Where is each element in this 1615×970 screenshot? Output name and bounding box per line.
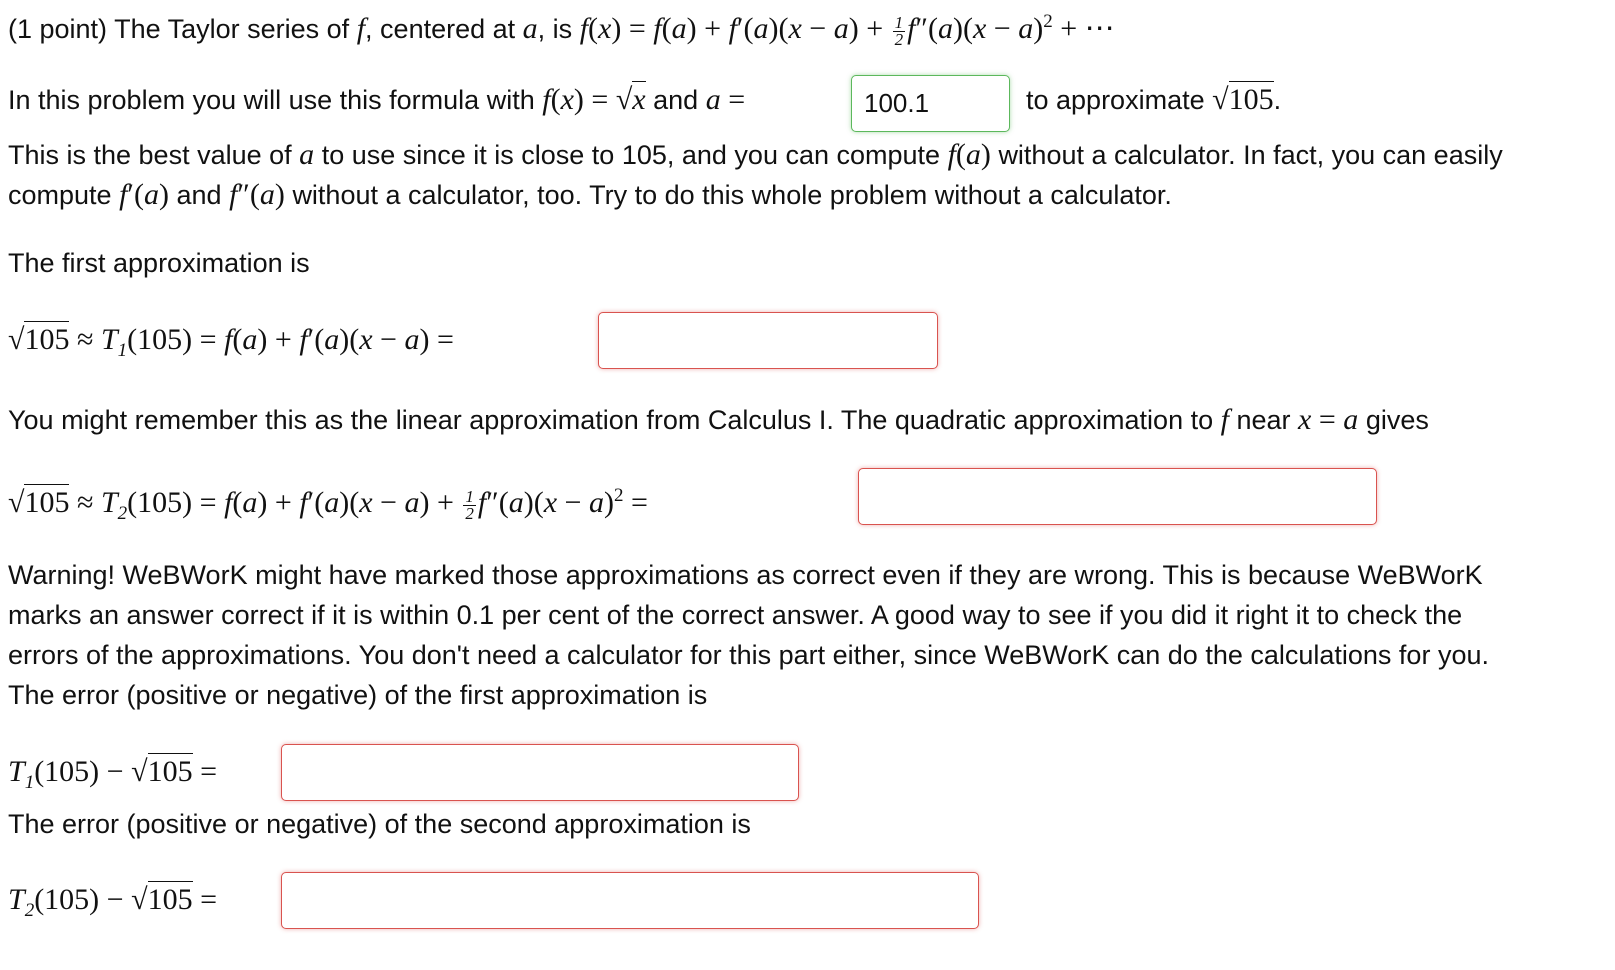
taylor-formula: f(x) = f(a) + f′(a)(x − a) + $\frac{1}{2}$ $f''(a)(x - a)^2$ + ⋯ [579,11,1115,49]
a-equals: a = [705,83,746,116]
sqrt-105: √105 [1212,83,1274,116]
err2-answer-input[interactable] [281,872,979,929]
err1-answer-input[interactable] [281,744,799,801]
centered-text: , centered at [365,14,516,44]
linear-text-pre: You might remember this as the linear approximation from Calculus I. The quadratic approximation to [8,405,1214,435]
approximate-target: to approximate √105. [1026,83,1282,116]
setup-text: In this problem you will use this formula with [8,85,535,115]
warning-line-4: The error (positive or negative) of the first approximation is [8,680,708,710]
math-fpa: f′(a) [119,178,169,211]
explain-text-1b: to use since it is close to 105, and you can compute [321,140,941,170]
math-fppa: f″(a) [229,178,285,211]
a-value-input[interactable] [851,75,1010,132]
problem-statement [8,2,1115,49]
math-f: f [1220,403,1229,436]
math-fa: f(a) [947,138,991,171]
gives-text: gives [1365,405,1429,435]
explain-text-2c: without a calculator, too. Try to do this whole problem without a calculator. [292,180,1172,210]
approximate-text: to approximate [1026,85,1205,115]
explanation-line-1 [8,135,1503,175]
explain-text-2b: and [176,180,222,210]
math-a: a [522,12,538,45]
linear-approx-text [8,400,1429,440]
intro-text: The Taylor series of [114,14,350,44]
near-text: near [1236,405,1291,435]
err2-formula: $T_2(105) - √105$ = [8,883,217,921]
math-a: a [299,138,315,171]
points-label: (1 point) [8,14,108,44]
explain-text-1a: This is the best value of [8,140,292,170]
second-error-label: The error (positive or negative) of the second approximation is [8,809,751,839]
err1-formula: $T_1(105) - √105$ = [8,755,217,793]
explain-text-2a: compute [8,180,112,210]
formula-setup-line [8,80,745,120]
fx-sqrt-formula: f(x) = √x [542,83,646,116]
t2-formula: $√105 \approx T_2(105) = f(a) + f'(a)(x - a)$ + $\frac{1}{2}$ $f''(a)(x - a)^2$ = [8,485,648,524]
warning-line-2: marks an answer correct if it is within 0.1 per cent of the correct answer. A good way to see if you did it right it to check the [8,600,1463,630]
explanation-line-2 [8,175,1172,215]
warning-line-1: Warning! WeBWorK might have marked those approximations as correct even if they are wrong. This is because WeBWorK [8,560,1483,590]
t2-answer-input[interactable] [858,468,1377,525]
t1-formula: $√105 \approx T_1(105) = f(a) + f'(a)(x - a)$ = [8,323,454,361]
is-text: , is [537,14,573,44]
t1-answer-input[interactable] [598,312,938,369]
and-text: and [653,85,699,115]
explain-text-1c: without a calculator. In fact, you can easily [998,140,1503,170]
first-approx-label: The first approximation is [8,248,310,278]
math-f: f [356,12,366,45]
x-equals-a: x = a [1298,403,1359,436]
warning-line-3: errors of the approximations. You don't need a calculator for this part either, since WeBWorK can do the calculations for you. [8,640,1489,670]
